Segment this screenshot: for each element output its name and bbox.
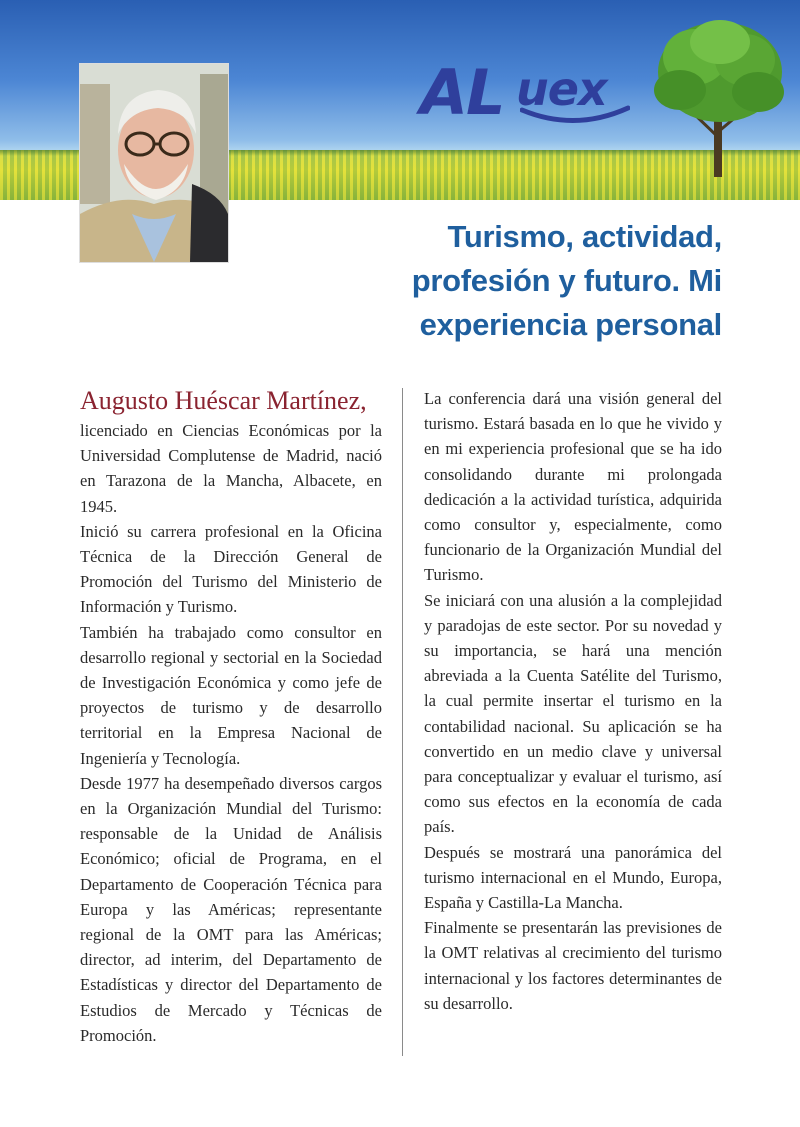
bio-paragraph: licenciado en Ciencias Económicas por la Universidad Complutense de Madrid, nació en Tarazona de la Mancha, Albacete, en 1945.: [80, 421, 382, 516]
author-name: Augusto Huéscar Martínez,: [80, 386, 367, 415]
bio-paragraph: También ha trabajado como consultor en desarrollo regional y sectorial en la Sociedad de Investigación Económica y como jefe de proyectos de turismo y de desarrollo territorial en la Empresa Nacional de Ingeniería y Tecnología.: [80, 622, 382, 768]
summary-paragraph: Se iniciará con una alusión a la complejidad y paradojas de este sector. Por su novedad y su importancia, se hará una mención abreviada a la Cuenta Satélite del Turismo, la cual permite insertar el turismo en la contabilidad nacional. Su aplicación se ha convertido en un medio clave y universal para conceptualizar y evaluar el turismo, así como sus efectos en la economía de cada país.: [424, 590, 722, 837]
bio-paragraph: Inició su carrera profesional en la Oficina Técnica de la Dirección General de Promoción del Turismo del Ministerio de Información y Turismo.: [80, 521, 382, 617]
author-bio-column: [80, 386, 382, 1048]
aluex-logo: [420, 56, 630, 136]
tree-illustration: [640, 12, 800, 187]
page-title: Turismo, actividad, profesión y futuro. Mi experiencia personal: [411, 219, 722, 342]
summary-paragraph: La conferencia dará una visión general del turismo. Estará basada en lo que he vivido y en mi experiencia profesional que se ha ido consolidando durante mi prolongada dedicación a la actividad turística, adquirida como consultor y, especialmente, como funcionario de la Organización Mundial del Turismo.: [424, 389, 722, 585]
logo-swoosh-icon: [520, 104, 630, 126]
bio-paragraph: Desde 1977 ha desempeñado diversos cargos en la Organización Mundial del Turismo: responsable de la Unidad de Análisis Económico; oficial de Programa, en el Departamento de Cooperación Técnica para Europa y las Américas; representante regional de la OMT para las Américas; director, ad interim, del Departamento de Estadísticas y director del Departamento de Estudios de Mercado y Técnicas de Promoción.: [80, 773, 382, 1045]
logo-uex-text: uex: [516, 62, 607, 116]
conference-summary-column: [424, 386, 722, 1016]
author-photo: [80, 64, 228, 262]
column-divider: [402, 388, 403, 1056]
summary-paragraph: Finalmente se presentarán las previsiones de la OMT relativas al crecimiento del turismo internacional y los factores determinantes de su desarrollo.: [424, 918, 722, 1013]
summary-paragraph: Después se mostrará una panorámica del turismo internacional en el Mundo, Europa, España y Castilla-La Mancha.: [424, 842, 722, 913]
logo-al-text: AL: [420, 56, 504, 129]
